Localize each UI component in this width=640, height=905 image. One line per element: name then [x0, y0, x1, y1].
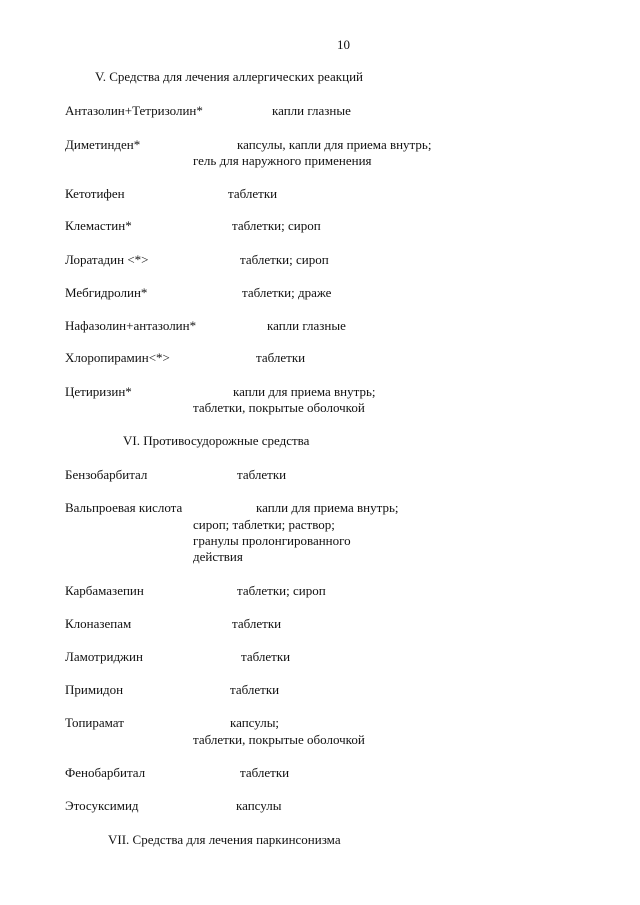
drug-form: капли для приема внутрь;	[233, 384, 376, 399]
drug-form-line2: таблетки, покрытые оболочкой	[193, 732, 365, 747]
drug-name: Лоратадин <*>	[65, 252, 149, 267]
page-number: 10	[337, 37, 350, 52]
drug-name: Хлоропирамин<*>	[65, 350, 170, 365]
drug-form: таблетки; сироп	[237, 583, 326, 598]
drug-name: Вальпроевая кислота	[65, 500, 183, 515]
section-heading: VII. Средства для лечения паркинсонизма	[108, 832, 341, 847]
section-heading: VI. Противосудорожные средства	[123, 433, 310, 448]
drug-form: таблетки	[237, 467, 287, 482]
drug-form: таблетки; сироп	[240, 252, 329, 267]
drug-name: Примидон	[65, 682, 124, 697]
drug-name: Бензобарбитал	[65, 467, 148, 482]
drug-form-line2: действия	[193, 549, 243, 564]
drug-name: Антазолин+Тетризолин*	[65, 103, 203, 118]
drug-name: Цетиризин*	[65, 384, 132, 399]
drug-name: Диметинден*	[65, 137, 141, 152]
drug-name: Этосуксимид	[65, 798, 139, 813]
drug-form: капсулы	[236, 798, 282, 813]
drug-form: таблетки	[230, 682, 280, 697]
drug-name: Фенобарбитал	[65, 765, 146, 780]
drug-form: таблетки; сироп	[232, 218, 321, 233]
drug-name: Нафазолин+антазолин*	[65, 318, 197, 333]
drug-form: капсулы, капли для приема внутрь;	[237, 137, 432, 152]
drug-form: капли глазные	[267, 318, 346, 333]
drug-form: капли для приема внутрь;	[256, 500, 399, 515]
drug-form: таблетки	[228, 186, 278, 201]
drug-name: Мебгидролин*	[65, 285, 148, 300]
drug-form: таблетки	[232, 616, 282, 631]
drug-form: таблетки	[241, 649, 291, 664]
drug-form: капсулы;	[230, 715, 280, 730]
drug-form-line2: гранулы пролонгированного	[193, 533, 351, 548]
drug-name: Топирамат	[65, 715, 124, 730]
drug-form-line2: сироп; таблетки; раствор;	[193, 517, 335, 532]
drug-name: Карбамазепин	[65, 583, 144, 598]
drug-form: таблетки	[240, 765, 290, 780]
drug-name: Кетотифен	[65, 186, 125, 201]
section-heading: V. Средства для лечения аллергических реакций	[95, 69, 363, 84]
drug-name: Ламотриджин	[65, 649, 143, 664]
drug-name: Клемастин*	[65, 218, 132, 233]
drug-form-line2: таблетки, покрытые оболочкой	[193, 400, 365, 415]
drug-form-line2: гель для наружного применения	[193, 153, 372, 168]
drug-form: таблетки; драже	[242, 285, 332, 300]
drug-form: капли глазные	[272, 103, 351, 118]
drug-name: Клоназепам	[65, 616, 132, 631]
drug-form: таблетки	[256, 350, 306, 365]
